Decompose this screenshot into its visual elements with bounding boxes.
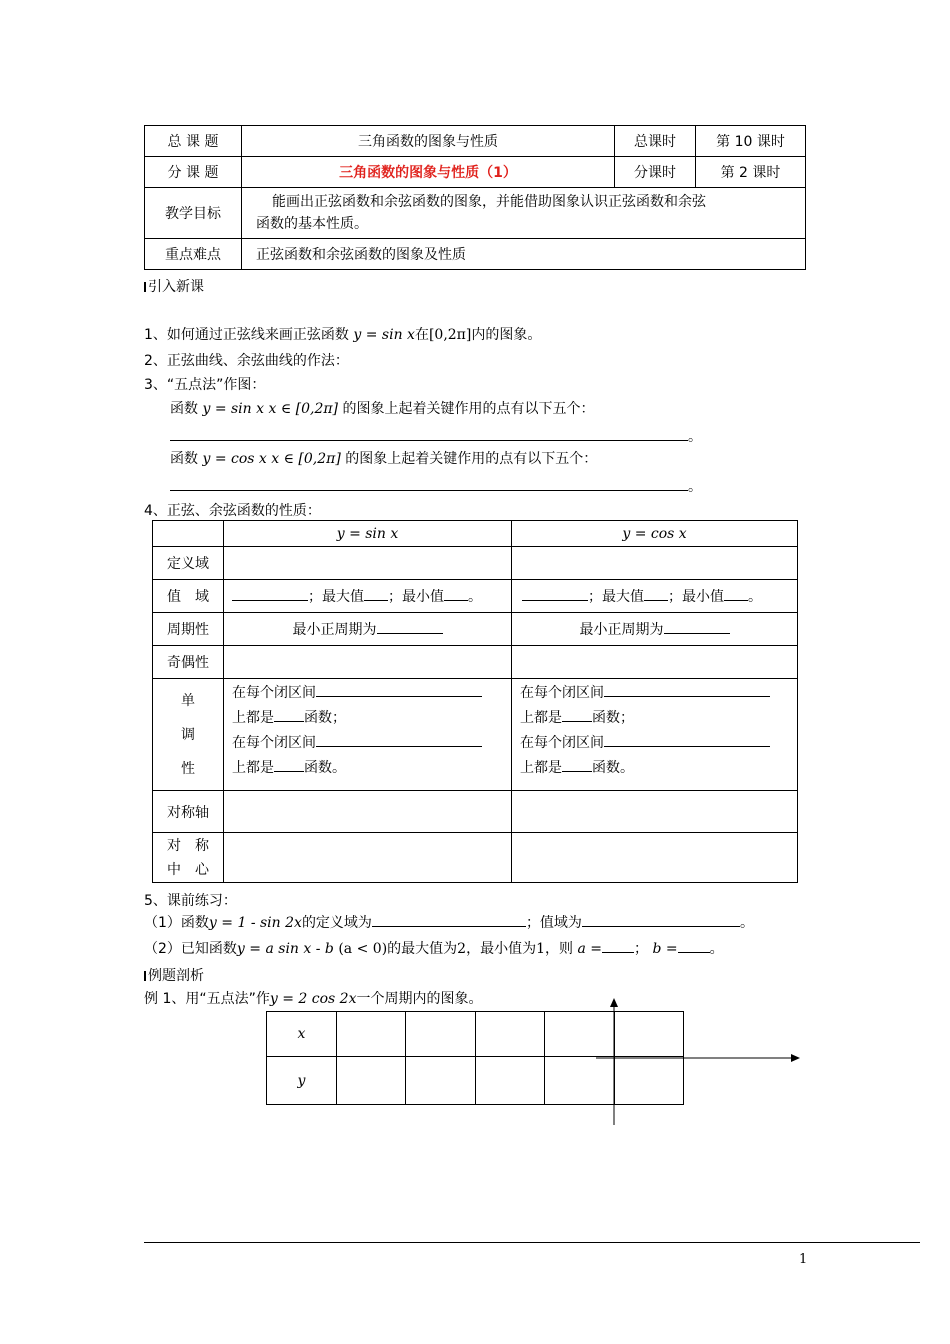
question-3b bbox=[170, 448, 597, 468]
header-row-keypoints bbox=[145, 239, 806, 270]
q1-text: 1、如何通过正弦线来画正弦函数 bbox=[144, 327, 349, 343]
prop-row-center bbox=[153, 833, 798, 883]
sin-center-cell bbox=[224, 833, 512, 883]
sin-range-cell: ；最大值 ；最小值 。 bbox=[224, 580, 512, 613]
period-mark: 。 bbox=[688, 479, 702, 495]
q3b-text: 函数 bbox=[170, 451, 198, 467]
q3a-text: 函数 bbox=[170, 401, 198, 417]
sin-period-cell: 最小正周期为 bbox=[224, 613, 512, 646]
total-topic-label: 总 课 题 bbox=[145, 126, 242, 157]
example-1-formula: y = 2 cos 2x bbox=[269, 991, 357, 1007]
period-label: 周期性 bbox=[153, 613, 224, 646]
sub-hours-label: 分课时 bbox=[615, 157, 696, 188]
p2-b-label: b = bbox=[652, 941, 678, 957]
sin-axis-cell bbox=[224, 791, 512, 833]
question-2: 2、正弦曲线、余弦曲线的作法： bbox=[144, 353, 349, 369]
prop-row-domain bbox=[153, 547, 798, 580]
course-header-table bbox=[144, 125, 806, 270]
prop-corner bbox=[153, 521, 224, 547]
section-marker bbox=[144, 282, 146, 292]
practice-2: （2）已知函数y = a sin x - b (a < 0)的最大值为2，最小值为1，则 a = ； b = 。 bbox=[144, 938, 724, 958]
keypoints-label: 重点难点 bbox=[145, 239, 242, 270]
page-number: 1 bbox=[799, 1252, 808, 1267]
question-3a bbox=[170, 398, 594, 418]
footer-rule bbox=[144, 1242, 920, 1243]
practice-1: （1）函数y = 1 - sin 2x的定义域为 ；值域为 。 bbox=[144, 912, 754, 932]
section-intro-text: 引入新课 bbox=[148, 279, 204, 295]
y-cell bbox=[406, 1057, 475, 1105]
properties-table bbox=[152, 520, 798, 883]
x-row-label: x bbox=[267, 1012, 337, 1057]
center-label: 对 称 中 心 bbox=[153, 833, 224, 883]
prop-row-parity bbox=[153, 646, 798, 679]
y-row-label: y bbox=[267, 1057, 337, 1105]
x-cell bbox=[406, 1012, 475, 1057]
question-1 bbox=[144, 324, 541, 344]
range-label: 值 域 bbox=[153, 580, 224, 613]
header-row-topic bbox=[145, 126, 806, 157]
section-example-text: 例题剖析 bbox=[148, 968, 204, 984]
cos-axis-cell bbox=[512, 791, 798, 833]
sub-topic-label: 分 课 题 bbox=[145, 157, 242, 188]
keypoints-value: 正弦函数和余弦函数的图象及性质 bbox=[242, 239, 806, 270]
example-1-prompt: 例 1、用“五点法”作y = 2 cos 2x一个周期内的图象。 bbox=[144, 991, 483, 1007]
total-topic-value: 三角函数的图象与性质 bbox=[242, 126, 615, 157]
section-example-heading bbox=[144, 965, 204, 985]
sub-hours-value: 第 2 课时 bbox=[696, 157, 806, 188]
sin-domain-cell bbox=[224, 547, 512, 580]
q1-mid: 在 bbox=[414, 327, 429, 343]
y-cell bbox=[475, 1057, 544, 1105]
q3a-formula: y = sin x x ∈ [0,2π] bbox=[202, 401, 339, 417]
x-cell bbox=[475, 1012, 544, 1057]
section-marker bbox=[144, 971, 146, 981]
sin-column-header: y = sin x bbox=[224, 521, 512, 547]
total-hours-label: 总课时 bbox=[615, 126, 696, 157]
q3b-formula: y = cos x x ∈ [0,2π] bbox=[202, 451, 341, 467]
p2-min: 1 bbox=[536, 941, 545, 957]
x-cell bbox=[336, 1012, 405, 1057]
goals-value bbox=[242, 188, 806, 239]
question-4: 4、正弦、余弦函数的性质： bbox=[144, 503, 321, 519]
coordinate-axes bbox=[590, 995, 805, 1130]
parity-label: 奇偶性 bbox=[153, 646, 224, 679]
sin-monotonic-cell: 在每个闭区间 上都是 函数； 在每个闭区间 上都是 函数。 bbox=[224, 679, 512, 791]
y-axis-arrow bbox=[610, 998, 618, 1007]
header-row-goals bbox=[145, 188, 806, 239]
question-5-title: 5、课前练习： bbox=[144, 893, 237, 909]
prop-row-monotonic bbox=[153, 679, 798, 791]
prop-row-axis bbox=[153, 791, 798, 833]
prop-row-range bbox=[153, 580, 798, 613]
sin-parity-cell bbox=[224, 646, 512, 679]
cos-parity-cell bbox=[512, 646, 798, 679]
p2-max: 2 bbox=[457, 941, 467, 957]
q3a-post: 的图象上起着关键作用的点有以下五个： bbox=[342, 401, 595, 417]
section-intro-heading bbox=[144, 276, 204, 296]
p1-formula: y = 1 - sin 2x bbox=[208, 915, 302, 931]
q1-formula: y = sin x bbox=[353, 327, 415, 343]
axis-label: 对称轴 bbox=[153, 791, 224, 833]
cos-range-cell: ；最大值 ；最小值 。 bbox=[512, 580, 798, 613]
period-mark: 。 bbox=[688, 429, 702, 445]
goals-label: 教学目标 bbox=[145, 188, 242, 239]
domain-label: 定义域 bbox=[153, 547, 224, 580]
p2-formula: y = a sin x - b bbox=[236, 941, 334, 957]
x-axis-arrow bbox=[791, 1054, 800, 1062]
total-hours-value: 第 10 课时 bbox=[696, 126, 806, 157]
cos-column-header: y = cos x bbox=[512, 521, 798, 547]
monotonic-label: 单 调 性 bbox=[153, 679, 224, 791]
p2-condition: (a < 0) bbox=[338, 941, 388, 957]
prop-header-row bbox=[153, 521, 798, 547]
q3b-post: 的图象上起着关键作用的点有以下五个： bbox=[345, 451, 598, 467]
answer-3a-line bbox=[170, 426, 702, 446]
cos-period-cell: 最小正周期为 bbox=[512, 613, 798, 646]
goals-line-1: 能画出正弦函数和余弦函数的图象，并能借助图象认识正弦函数和余弦 bbox=[272, 194, 706, 210]
header-row-subtopic bbox=[145, 157, 806, 188]
cos-monotonic-cell: 在每个闭区间 上都是 函数； 在每个闭区间 上都是 函数。 bbox=[512, 679, 798, 791]
q1-interval: [0,2π] bbox=[428, 327, 472, 343]
cos-domain-cell bbox=[512, 547, 798, 580]
p2-a-label: a = bbox=[577, 941, 602, 957]
q1-post: 内的图象。 bbox=[471, 327, 542, 343]
goals-line-2: 函数的基本性质。 bbox=[256, 216, 368, 232]
prop-row-period bbox=[153, 613, 798, 646]
sub-topic-value: 三角函数的图象与性质（1） bbox=[242, 157, 615, 188]
question-3: 3、“五点法”作图： bbox=[144, 377, 266, 393]
answer-3b-line bbox=[170, 476, 702, 496]
y-cell bbox=[336, 1057, 405, 1105]
cos-center-cell bbox=[512, 833, 798, 883]
